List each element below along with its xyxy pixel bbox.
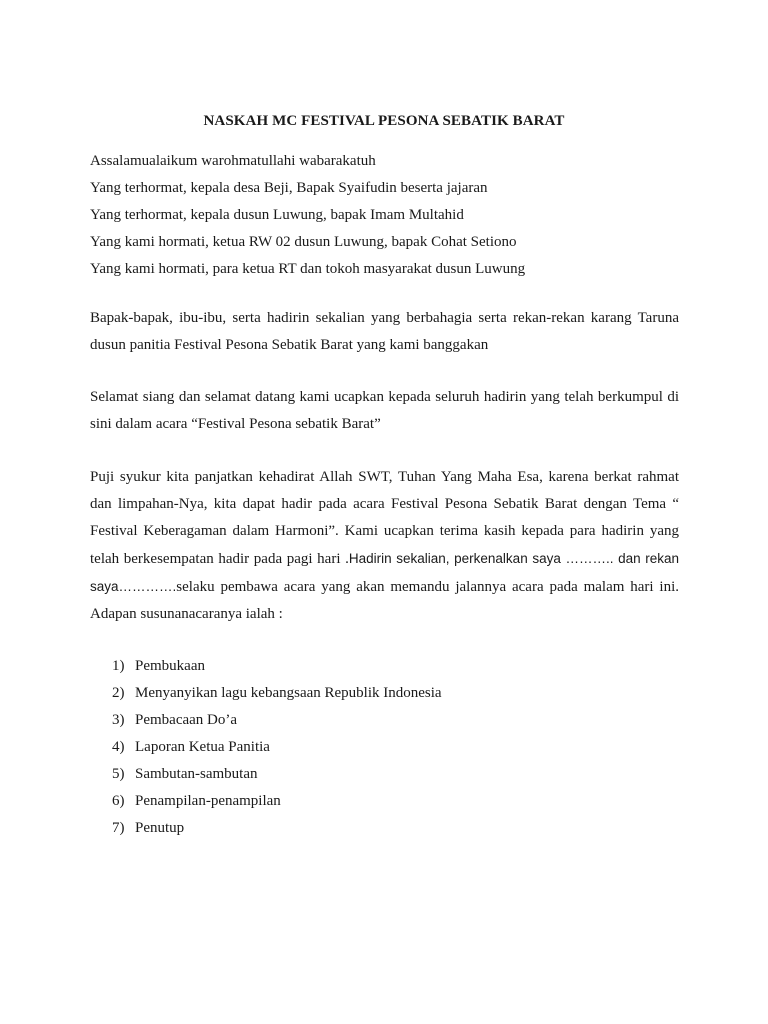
greetings-block <box>90 148 690 283</box>
agenda-number: 3) <box>112 712 125 728</box>
paragraph-welcome: Selamat siang dan selamat datang kami ucapkan kepada seluruh hadirin yang telah berkumpul di sini dalam acara “Festival Pesona sebatik Barat” <box>90 389 679 432</box>
document-title: NASKAH MC FESTIVAL PESONA SEBATIK BARAT <box>203 113 565 129</box>
agenda-text: Sambutan-sambutan <box>135 766 258 782</box>
agenda-number: 7) <box>112 820 125 836</box>
greeting-line: Yang terhormat, kepala dusun Luwung, bapak Imam Multahid <box>90 207 464 223</box>
greeting-line: Yang terhormat, kepala desa Beji, Bapak Syaifudin beserta jajaran <box>90 180 488 196</box>
paragraph-gratitude-closing: selaku pembawa acara yang akan memandu jalannya acara pada malam hari ini. Adapan susunanacaranya ialah : <box>90 579 679 622</box>
paragraph-opening: Bapak-bapak, ibu-ibu, serta hadirin sekalian yang berbahagia serta rekan-rekan karang Taruna dusun panitia Festival Pesona Sebatik Barat yang kami banggakan <box>90 310 679 353</box>
introduction-text: Hadirin sekalian, perkenalkan saya ……….. dan rekan saya…………. <box>90 551 679 594</box>
agenda-text: Pembukaan <box>135 658 205 674</box>
agenda-item <box>112 788 442 815</box>
agenda-item <box>112 707 442 734</box>
greeting-line: Yang kami hormati, para ketua RT dan tokoh masyarakat dusun Luwung <box>90 261 526 277</box>
agenda-number: 1) <box>112 658 125 674</box>
paragraph-gratitude <box>90 464 679 628</box>
agenda-list <box>112 653 442 842</box>
agenda-text: Laporan Ketua Panitia <box>135 739 270 755</box>
agenda-number: 5) <box>112 766 125 782</box>
greeting-line: Assalamualaikum warohmatullahi wabarakatuh <box>90 153 376 169</box>
agenda-number: 6) <box>112 793 125 809</box>
agenda-number: 2) <box>112 685 125 701</box>
agenda-item <box>112 761 442 788</box>
agenda-text: Penutup <box>135 820 185 836</box>
agenda-item <box>112 815 442 842</box>
agenda-text: Menyanyikan lagu kebangsaan Republik Indonesia <box>135 685 442 701</box>
agenda-item <box>112 734 442 761</box>
agenda-text: Penampilan-penampilan <box>135 793 281 809</box>
agenda-item <box>112 680 442 707</box>
agenda-number: 4) <box>112 739 125 755</box>
agenda-text: Pembacaan Do’a <box>135 712 238 728</box>
greeting-line: Yang kami hormati, ketua RW 02 dusun Luwung, bapak Cohat Setiono <box>90 234 517 250</box>
agenda-item <box>112 653 442 680</box>
paragraph-gratitude-text: Puji syukur kita panjatkan kehadirat Allah SWT, Tuhan Yang Maha Esa, karena berkat rahmat dan limpahan-Nya, kita dapat hadir pada acara Festival Pesona Sebatik Barat dengan Tema “ Festival Keberagaman dalam Harmoni”. Kami ucapkan terima kasih kepada para hadirin yang telah berkesempatan hadir pada pagi hari . <box>90 469 679 567</box>
